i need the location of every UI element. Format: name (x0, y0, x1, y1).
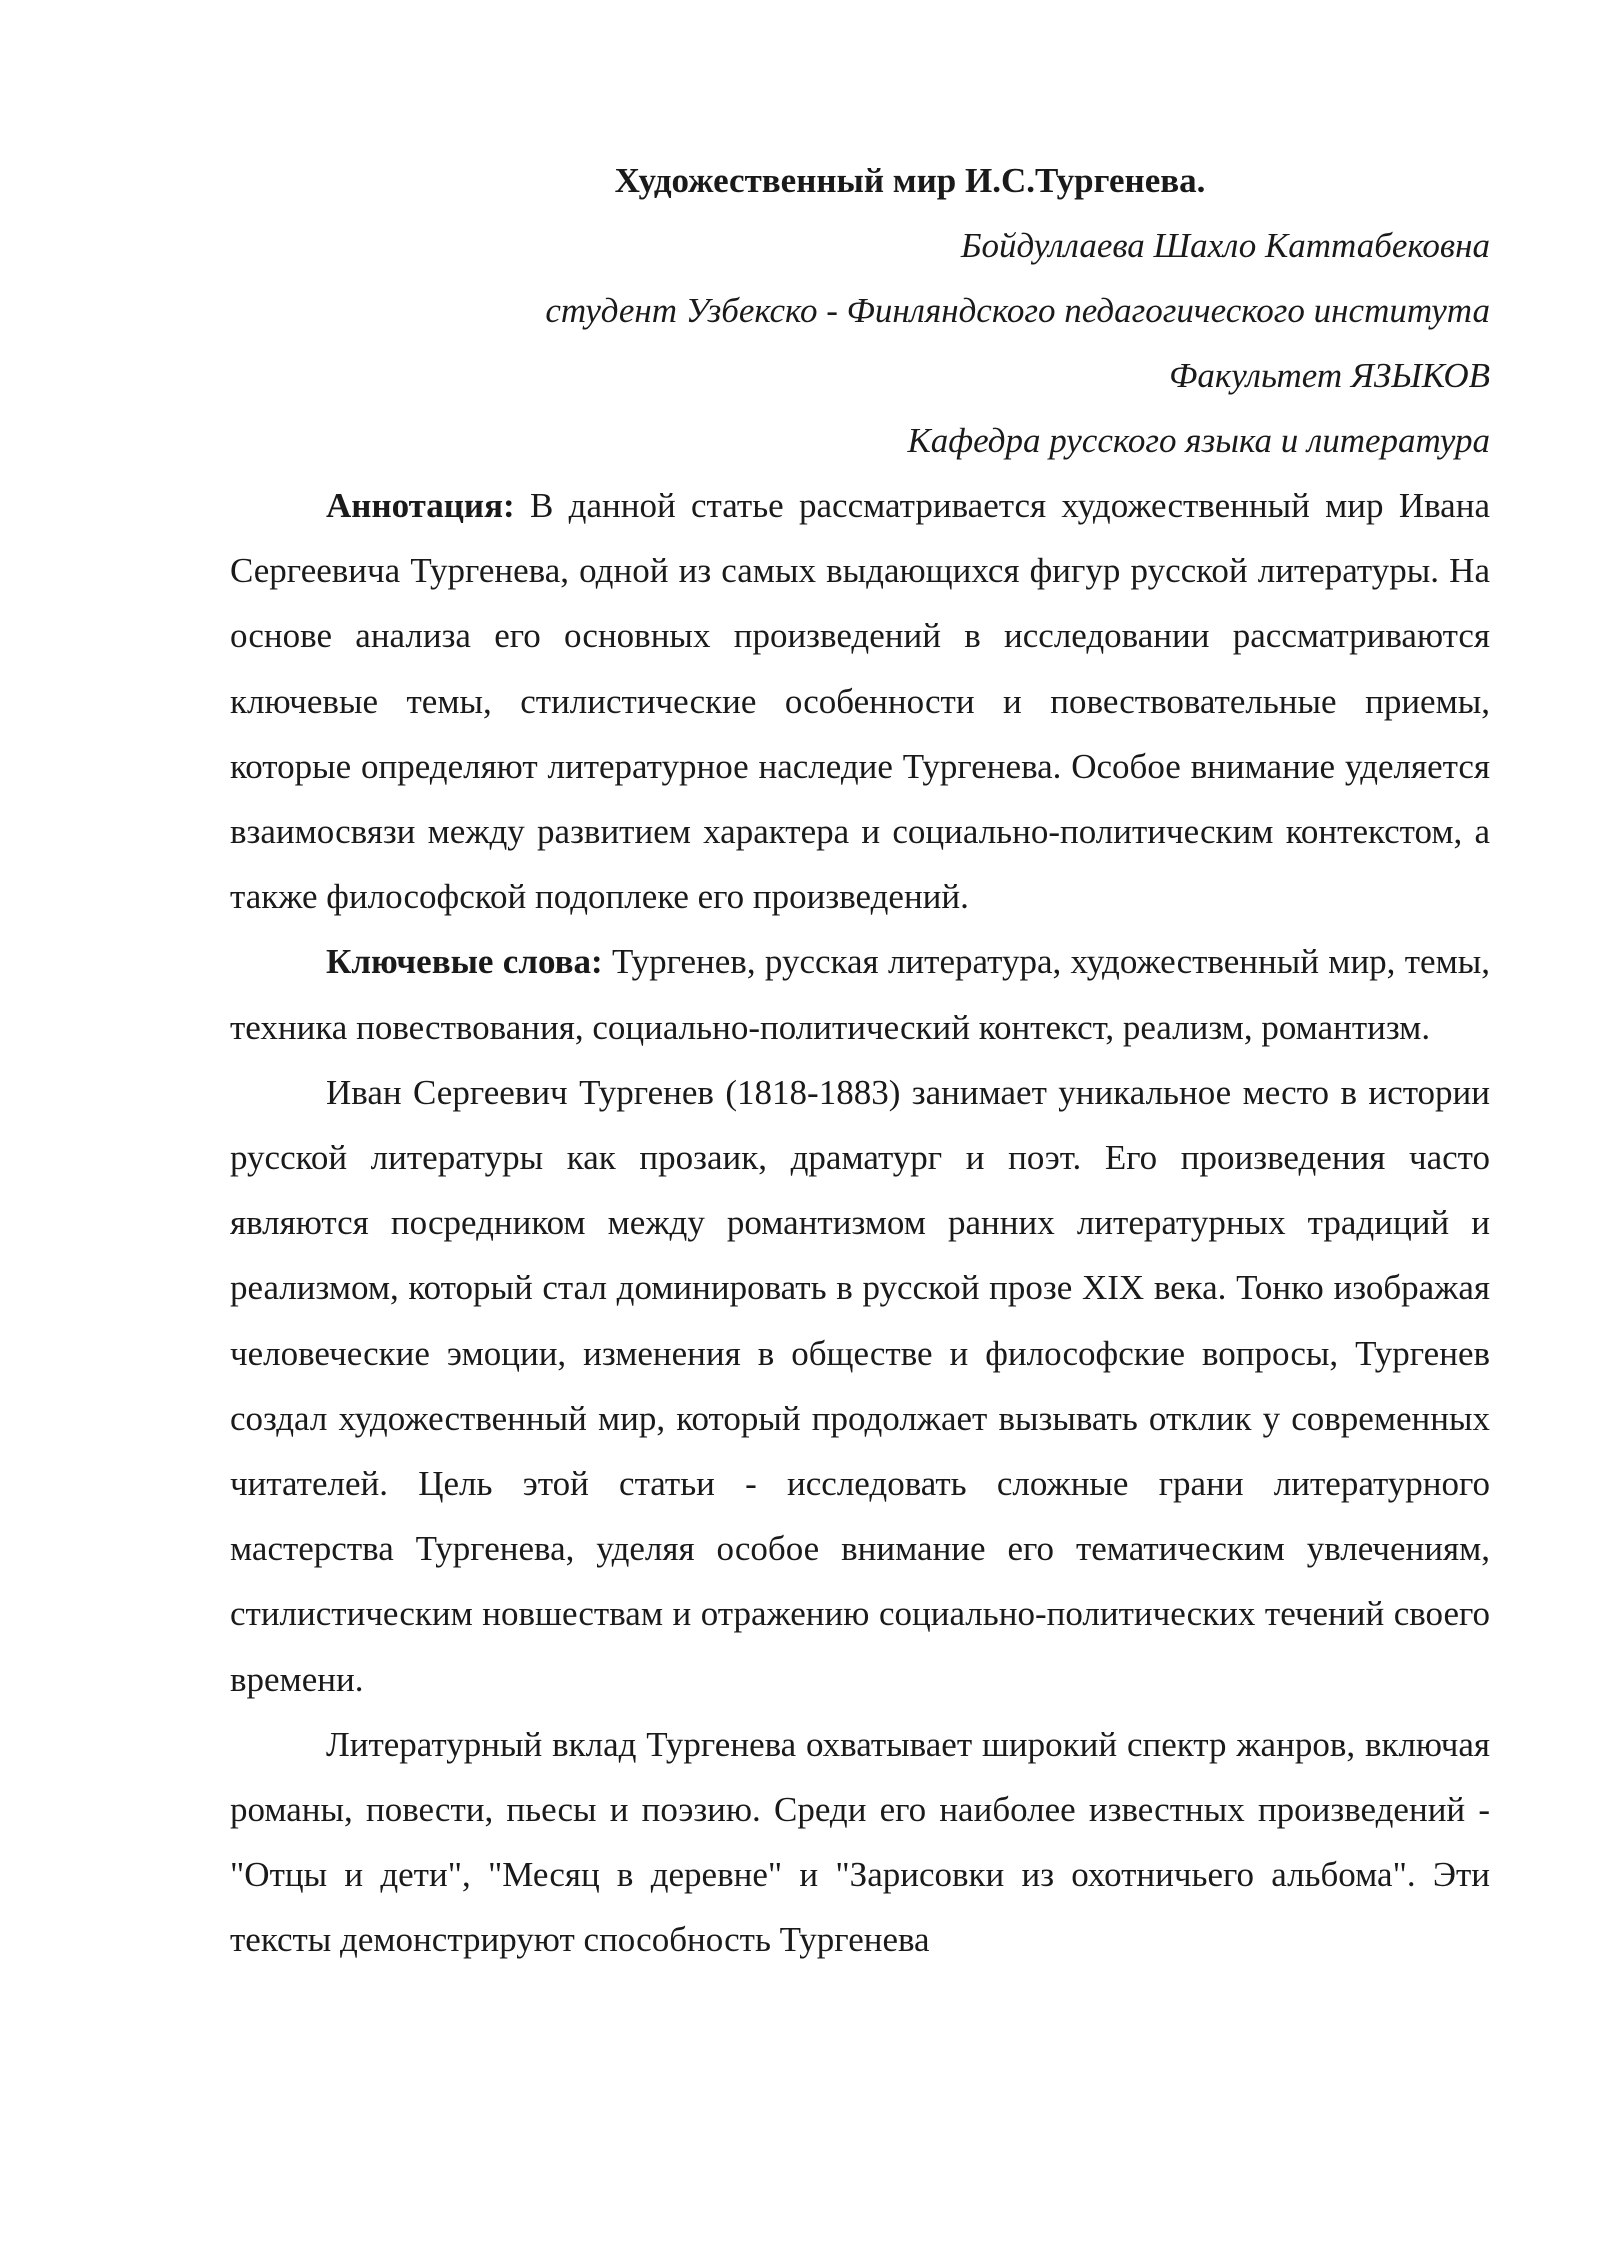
author-affiliation: студент Узбекско - Финляндского педагогического института (545, 291, 1490, 330)
body-paragraph-2: Литературный вклад Тургенева охватывает широкий спектр жанров, включая романы, повести, пьесы и поэзию. Среди его наиболее известных произведений - "Отцы и дети", "Месяц в деревне" и "Зарисовки из охотничьего альбома". Эти тексты демонстрируют способность Тургенева (230, 1724, 1490, 1960)
author-faculty: Факультет ЯЗЫКОВ (1169, 356, 1490, 395)
abstract-label: Аннотация: (326, 486, 515, 525)
keywords-text: Тургенев, русская литература, художественный мир, темы, техника повествования, социально-политический контекст, реализм, романтизм. (230, 942, 1490, 1047)
paper-title: Художественный мир И.С.Тургенева. (614, 161, 1206, 200)
keywords-label: Ключевые слова: (326, 942, 603, 982)
abstract-paragraph (230, 473, 1490, 929)
keywords-paragraph (230, 929, 1490, 1059)
body-paragraph-1: Иван Сергеевич Тургенев (1818-1883) занимает уникальное место в истории русской литературы как прозаик, драматург и поэт. Его произведения часто являются посредником между романтизмом ранних литературных традиций и реализмом, который стал доминировать в русской прозе XIX века. Тонко изображая человеческие эмоции, изменения в обществе и философские вопросы, Тургенев создал художественный мир, который продолжает вызывать отклик у современных читателей. Цель этой статьи - исследовать сложные грани литературного мастерства Тургенева, уделяя особое внимание его тематическим увлечениям, стилистическим новшествам и отражению социально-политических течений своего времени. (230, 1072, 1490, 1699)
abstract-text: В данной статье рассматривается художественный мир Ивана Сергеевича Тургенева, одной из самых выдающихся фигур русской литературы. На основе анализа его основных произведений в исследовании рассматриваются ключевые темы, стилистические особенности и повествовательные приемы, которые определяют литературное наследие Тургенева. Особое внимание уделяется взаимосвязи между развитием характера и социально-политическим контекстом, а также философской подоплеке его произведений. (230, 486, 1490, 917)
author-name: Бойдуллаева Шахло Каттабековна (960, 226, 1490, 265)
author-department: Кафедра русского языка и литература (907, 421, 1490, 460)
paper-page (230, 148, 1490, 1973)
